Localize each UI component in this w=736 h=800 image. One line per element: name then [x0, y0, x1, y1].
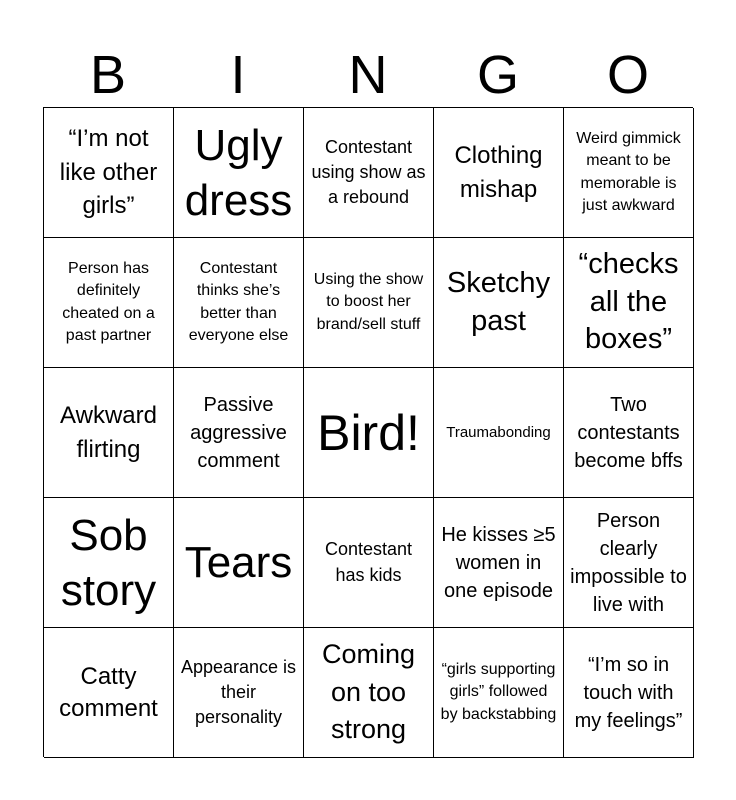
- bingo-cell[interactable]: [304, 628, 434, 758]
- cell-text: Catty comment: [59, 663, 158, 722]
- bingo-board: [43, 107, 693, 757]
- bingo-cell[interactable]: [434, 498, 564, 628]
- cell-text: Tears: [184, 538, 293, 587]
- bingo-cell[interactable]: [434, 238, 564, 368]
- header-letter-n: N: [348, 45, 388, 105]
- bingo-cell[interactable]: [304, 238, 434, 368]
- bingo-cell[interactable]: [174, 368, 304, 498]
- bingo-cell[interactable]: [304, 108, 434, 238]
- cell-text: Coming on too strong: [321, 638, 416, 745]
- cell-text: Appearance is their personality: [180, 656, 297, 728]
- cell-text: “I’m not like other girls”: [59, 125, 158, 220]
- bingo-cell[interactable]: [44, 108, 174, 238]
- cell-text: Bird!: [317, 404, 420, 461]
- bingo-cell[interactable]: [434, 368, 564, 498]
- bingo-cell[interactable]: [174, 628, 304, 758]
- cell-text: Ugly dress: [184, 120, 293, 225]
- bingo-cell[interactable]: [304, 368, 434, 498]
- cell-text: Using the show to boost her brand/sell stuff: [313, 270, 424, 333]
- cell-text: “girls supporting girls” followed by backstabbing: [440, 660, 557, 723]
- cell-text: Contestant thinks she’s better than everyone else: [188, 259, 289, 344]
- cell-text: Weird gimmick meant to be memorable is just awkward: [576, 129, 681, 214]
- bingo-cell[interactable]: [44, 238, 174, 368]
- bingo-cell[interactable]: [174, 238, 304, 368]
- bingo-cell[interactable]: [564, 238, 694, 368]
- cell-text: Sob story: [60, 510, 157, 615]
- bingo-cell[interactable]: [434, 628, 564, 758]
- bingo-cell[interactable]: [564, 498, 694, 628]
- header-letter-b: B: [89, 45, 127, 105]
- cell-text: “checks all the boxes”: [578, 247, 679, 356]
- header-letter-g: G: [476, 45, 519, 105]
- cell-text: He kisses ≥5 women in one episode: [441, 523, 556, 602]
- cell-text: Traumabonding: [446, 423, 551, 441]
- cell-text: Awkward flirting: [60, 401, 157, 463]
- cell-text: Two contestants become bffs: [574, 393, 683, 472]
- bingo-cell[interactable]: [174, 108, 304, 238]
- header-letter-i: I: [230, 45, 246, 105]
- cell-text: Sketchy past: [446, 266, 551, 337]
- bingo-header: [43, 42, 693, 108]
- bingo-cell[interactable]: [44, 498, 174, 628]
- bingo-cell[interactable]: [434, 108, 564, 238]
- bingo-cell[interactable]: [564, 368, 694, 498]
- cell-text: Contestant has kids: [324, 539, 413, 585]
- bingo-cell[interactable]: [564, 108, 694, 238]
- bingo-cell[interactable]: [44, 628, 174, 758]
- cell-text: “I’m so in touch with my feelings”: [574, 653, 683, 732]
- cell-text: Contestant using show as a rebound: [311, 136, 426, 208]
- bingo-cell[interactable]: [44, 368, 174, 498]
- cell-text: Passive aggressive comment: [190, 393, 287, 472]
- bingo-cell[interactable]: [564, 628, 694, 758]
- header-letter-o: O: [606, 45, 649, 105]
- cell-text: Person has definitely cheated on a past partner: [62, 259, 155, 344]
- bingo-cell[interactable]: [304, 498, 434, 628]
- cell-text: Person clearly impossible to live with: [570, 509, 687, 616]
- bingo-cell[interactable]: [174, 498, 304, 628]
- cell-text: Clothing mishap: [454, 141, 543, 203]
